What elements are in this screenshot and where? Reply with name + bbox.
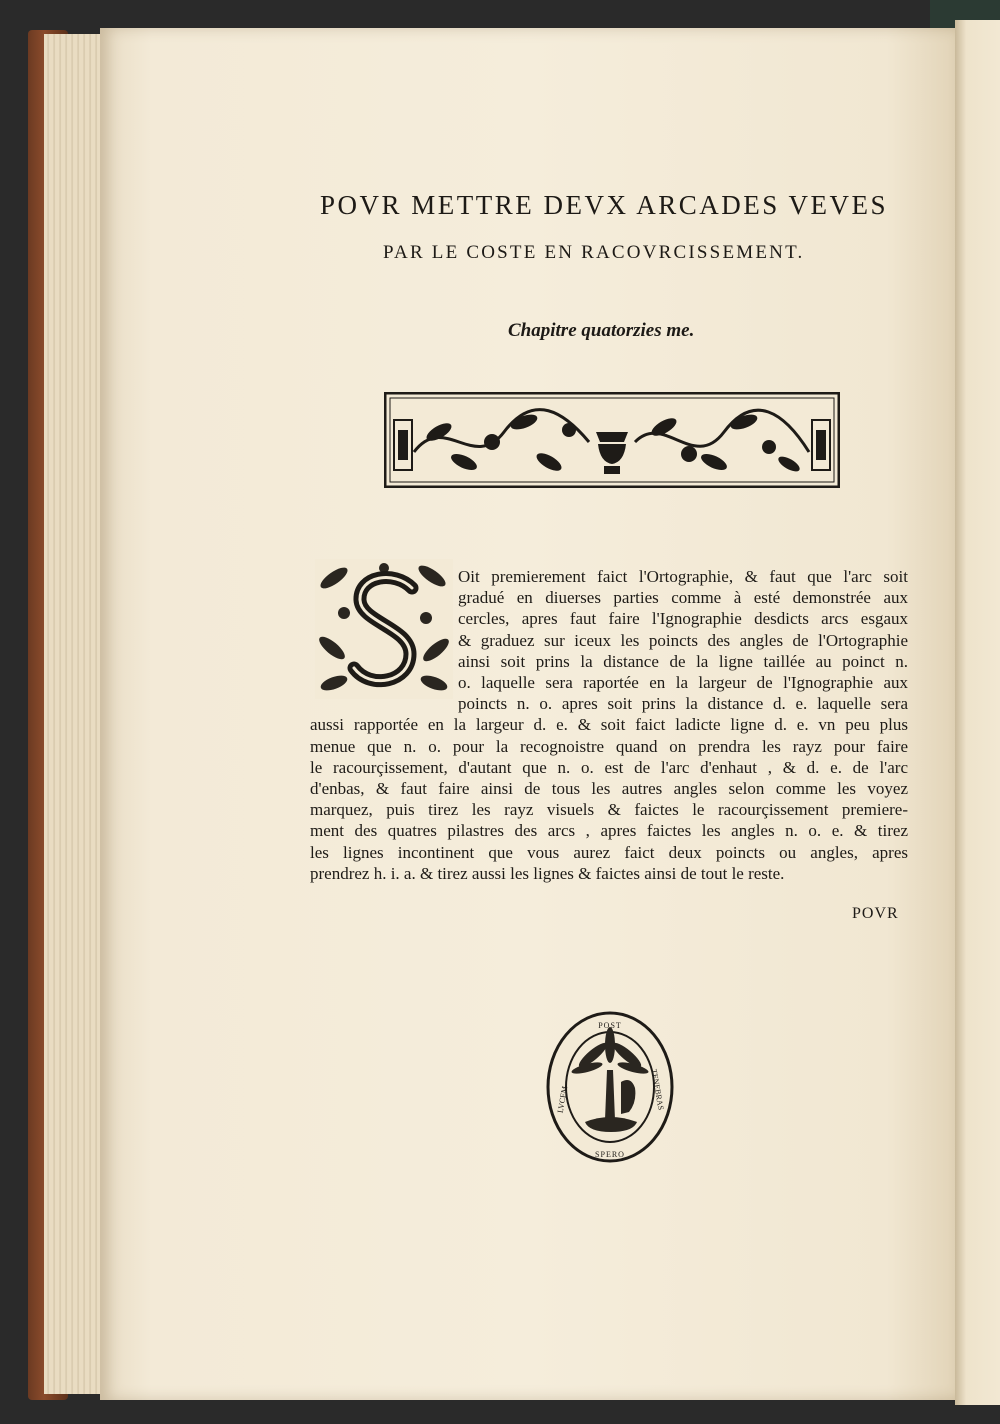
text-line: ainsi soit prins la distance de la ligne taillée au poinct n. <box>458 651 908 671</box>
svg-text:LVCEM: LVCEM <box>555 1085 570 1114</box>
text-line: les lignes incontinent que vous aurez faict deux poincts ou angles, apres <box>310 842 908 862</box>
text-line: le racourçissement, d'autant que n. o. est de l'arc d'enhaut , & d. e. de l'arc <box>310 757 908 777</box>
page-title: POVR METTRE DEVX ARCADES VEVES <box>320 190 889 220</box>
page-subtitle: PAR LE COSTE EN RACOVRCISSEMENT. <box>383 242 805 263</box>
text-line: menue que n. o. pour la recognoistre quand on prendra les rayz pour faire <box>310 736 908 756</box>
catchword: POVR <box>852 905 899 922</box>
text-line: marquez, puis tirez les rayz visuels & faictes le racourçissement premiere- <box>310 800 908 820</box>
text-line: Oit premierement faict l'Ortographie, & faut que l'arc soit <box>458 567 908 586</box>
text-line: d'enbas, & faut faire ainsi de tous les autres angles selon comme les voyez <box>310 779 908 799</box>
svg-text:SPERO: SPERO <box>595 1150 625 1159</box>
svg-text:TENEBRAS: TENEBRAS <box>649 1068 666 1111</box>
text-line: & graduez sur iceux les poincts des angles de l'Ortographie <box>458 630 908 650</box>
text-line: o. laquelle sera raportée en la largeur de l'Ignographie aux <box>458 673 908 693</box>
svg-text:POST: POST <box>598 1021 622 1030</box>
text-line: poincts n. o. apres soit prins la distance d. e. laquelle sera <box>458 694 908 714</box>
ornament-band-icon <box>384 392 840 488</box>
text-line: gradué en diuerses parties comme à esté demonstrée aux <box>458 588 908 608</box>
printers-device-icon <box>545 1010 675 1165</box>
body-text <box>310 566 908 884</box>
text-line: cercles, apres faut faire l'Ignographie desdicts arcs esgaux <box>458 609 908 629</box>
text-line: aussi rapportée en la largeur d. e. & soit faict ladicte ligne d. e. vn peu plus <box>310 715 908 735</box>
text-line: prendrez h. i. a. & tirez aussi les lignes & faictes ainsi de tout le reste. <box>310 863 785 883</box>
facing-page-edge <box>955 20 1000 1405</box>
chapter-heading: Chapitre quatorzies me. <box>508 320 695 341</box>
text-line: ment des quatres pilastres des arcs , apres faictes les angles n. o. e. & tirez <box>310 821 908 841</box>
